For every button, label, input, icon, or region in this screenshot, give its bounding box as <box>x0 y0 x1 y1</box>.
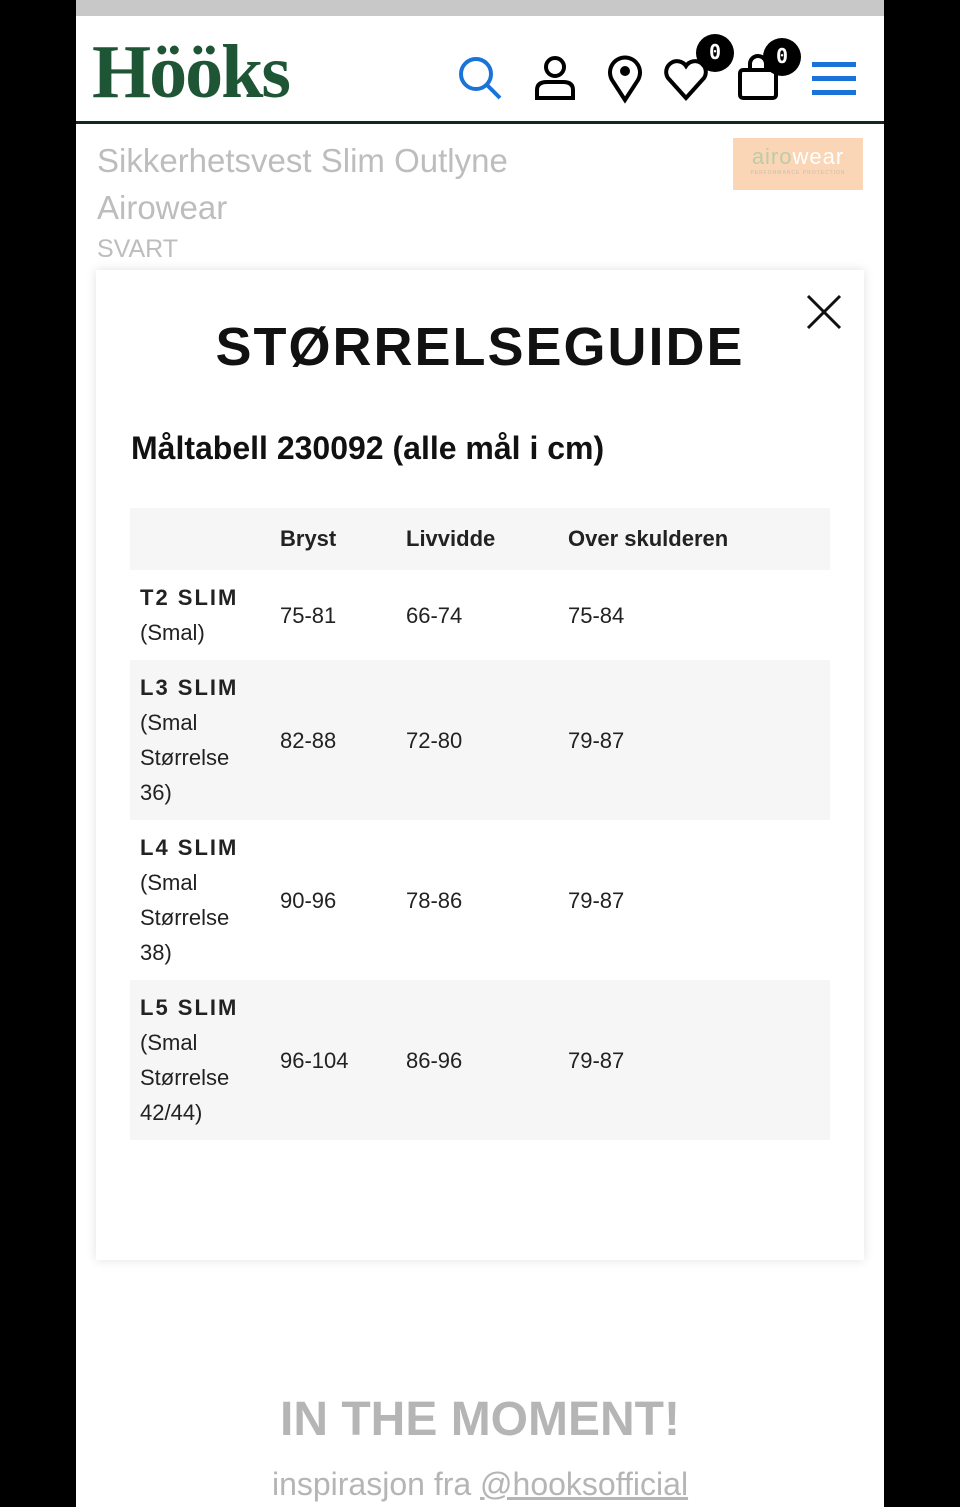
table-row: L3 SLIM (Smal Størrelse 36) 82-88 72-80 79-87 <box>130 660 830 820</box>
site-header <box>76 16 884 124</box>
table-row: T2 SLIM (Smal) 75-81 66-74 75-84 <box>140 585 625 645</box>
table-subtitle: Måltabell 230092 (alle mål i cm) <box>131 430 605 466</box>
table-header <box>130 508 830 570</box>
product-color: SVART <box>97 235 179 263</box>
table-row: L4 SLIM (Smal Størrelse 38) 90-96 78-86 79-87 <box>140 835 625 965</box>
logo[interactable]: Hööks <box>92 30 289 114</box>
page <box>76 0 884 1507</box>
search-icon[interactable] <box>454 52 506 104</box>
wishlist-count-badge: 0 <box>696 34 734 72</box>
instagram-link[interactable]: @hooksofficial <box>480 1466 689 1502</box>
brand-logo[interactable]: airowear PERFORMANCE PROTECTION <box>733 138 863 190</box>
store-locator-icon[interactable] <box>599 52 651 104</box>
col-skulder: Over skulderen <box>568 526 729 551</box>
col-bryst: Bryst <box>280 526 337 551</box>
size-guide-modal <box>96 270 864 1260</box>
product-title: Sikkerhetsvest Slim Outlyne Airowear <box>97 142 508 226</box>
status-bar <box>76 0 884 16</box>
section-heading: IN THE MOMENT! <box>280 1393 680 1446</box>
modal-title: STØRRELSEGUIDE <box>215 317 745 377</box>
col-livvidde: Livvidde <box>406 526 496 551</box>
product-info <box>76 127 884 267</box>
cart-count-badge: 0 <box>763 38 801 76</box>
menu-icon[interactable] <box>808 52 860 104</box>
table-row: L5 SLIM (Smal Størrelse 42/44) 96-104 86-96 79-87 <box>130 980 830 1140</box>
size-table <box>130 508 830 1140</box>
inspiration-text: inspirasjon fra @hooksofficial <box>271 1466 689 1502</box>
account-icon[interactable] <box>529 52 581 104</box>
